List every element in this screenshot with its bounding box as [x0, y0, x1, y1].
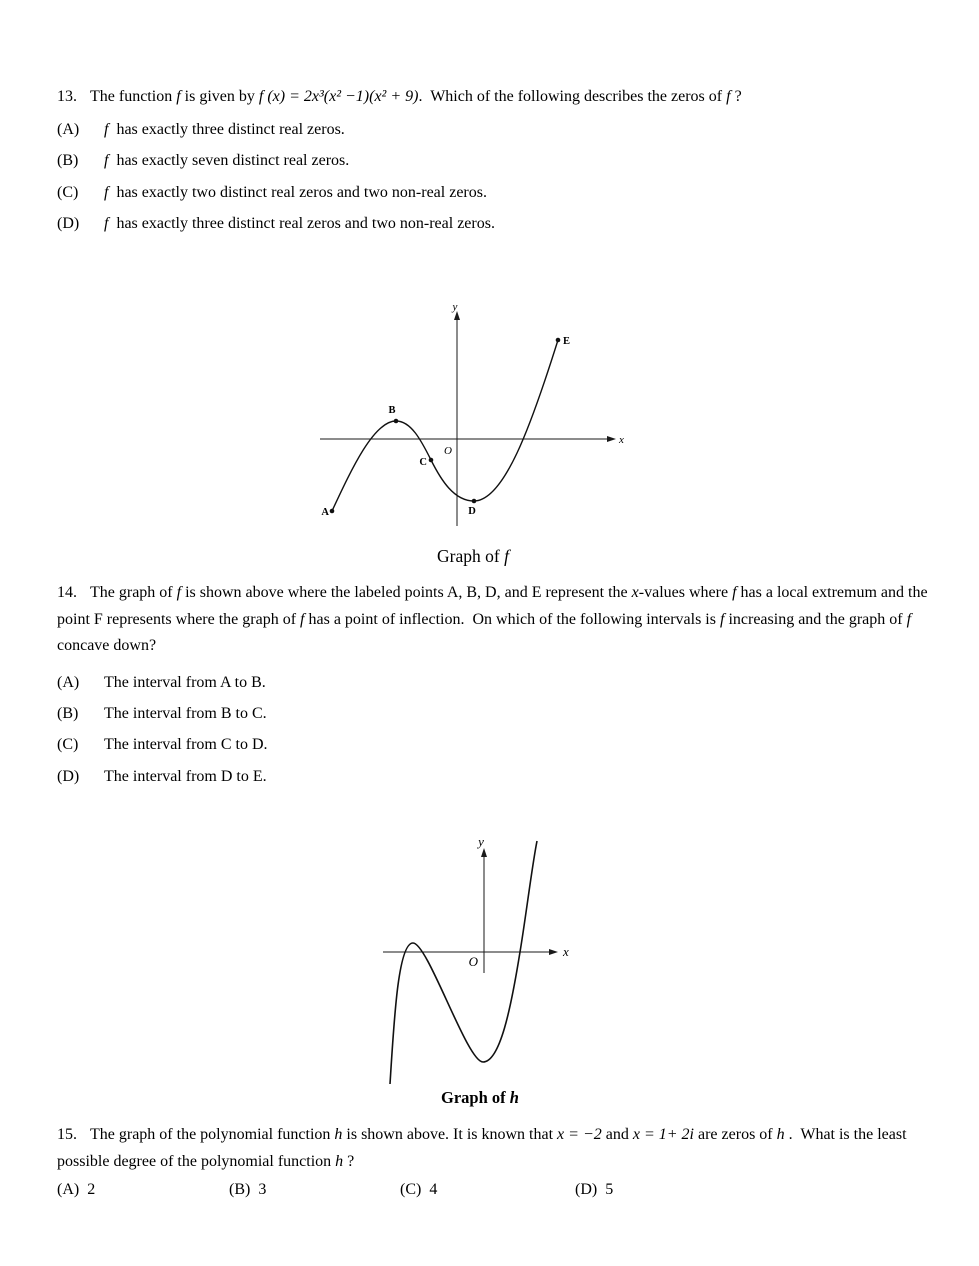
origin-label: O: [468, 954, 478, 969]
curve-h: [390, 841, 537, 1084]
choice-15-b: [229, 1181, 266, 1199]
question-13-number: 13.: [57, 88, 77, 105]
choice-13-d: [57, 214, 495, 234]
curve-f: [332, 340, 558, 511]
point-label-e: E: [563, 336, 571, 347]
point-label-b: B: [388, 405, 396, 416]
x-axis-label: x: [563, 944, 569, 959]
choice-value: 5: [605, 1181, 614, 1198]
x-axis-arrow: [549, 949, 558, 955]
choice-15-c: [400, 1181, 437, 1199]
caption-text: Graph of: [441, 1088, 510, 1107]
choice-14-a: [57, 673, 266, 693]
question-14: [57, 580, 932, 660]
point-dot-c: [429, 458, 434, 463]
caption-fn: f: [504, 546, 509, 566]
choice-label: (A): [57, 1181, 80, 1198]
origin-label: O: [444, 445, 452, 457]
choice-text: The interval from C to D.: [104, 736, 268, 753]
choice-label: (C): [400, 1181, 422, 1198]
question-15-number: 15.: [57, 1126, 77, 1143]
graph-h-svg: [380, 836, 580, 1088]
question-14-text: The graph of f is shown above where the labeled points A, B, D, and E represent the x-values where f has a local extremum and the point F represents where the graph of f has a point of inflection. On which of the following intervals is f increasing and the graph of f concave down?: [57, 584, 932, 654]
graph-h: [380, 836, 580, 1088]
point-dot-b: [394, 419, 399, 424]
question-14-number: 14.: [57, 584, 77, 601]
choice-14-c: [57, 735, 268, 755]
choice-text: f has exactly two distinct real zeros and two non-real zeros.: [104, 184, 487, 201]
choice-label: (C): [57, 736, 79, 753]
question-13-text: The function f is given by f (x) = 2x³(x² −1)(x² + 9). Which of the following describes the zeros of f ?: [90, 88, 742, 105]
choice-13-a: [57, 120, 345, 140]
choice-label: (D): [57, 215, 80, 232]
point-dot-a: [330, 509, 335, 514]
x-axis-arrow: [607, 436, 616, 442]
choice-value: 3: [258, 1181, 267, 1198]
question-13: [57, 84, 942, 111]
x-axis-label: x: [619, 434, 624, 446]
choice-label: (B): [57, 705, 79, 722]
choice-text: The interval from A to B.: [104, 674, 266, 691]
point-dot-d: [472, 499, 477, 504]
choice-value: 2: [87, 1181, 96, 1198]
graph-h-caption: [380, 1088, 580, 1108]
choice-text: f has exactly three distinct real zeros.: [104, 121, 345, 138]
caption-fn: h: [509, 1088, 519, 1107]
choice-14-d: [57, 767, 267, 787]
point-label-c: C: [419, 457, 427, 468]
graph-f-caption: [318, 546, 628, 567]
choice-text: f has exactly three distinct real zeros and two non-real zeros.: [104, 215, 495, 232]
y-axis-label: y: [478, 836, 484, 849]
y-axis-arrow: [481, 848, 487, 857]
choice-13-c: [57, 183, 487, 203]
choice-label: (B): [57, 152, 79, 169]
choice-label: (D): [57, 768, 80, 785]
choice-text: f has exactly seven distinct real zeros.: [104, 152, 350, 169]
choice-label: (C): [57, 184, 79, 201]
choice-15-a: [57, 1181, 95, 1199]
caption-text: Graph of: [437, 546, 505, 566]
choice-14-b: [57, 704, 267, 724]
choice-15-d: [575, 1181, 613, 1199]
graph-f: [318, 304, 628, 546]
choice-label: (B): [229, 1181, 251, 1198]
graph-f-svg: [318, 304, 628, 546]
question-15-text: The graph of the polynomial function h is shown above. It is known that x = −2 and x = 1+ 2i are zeros of h . What is the least possible degree of the polynomial function h ?: [57, 1126, 911, 1170]
point-label-d: D: [468, 506, 476, 517]
choice-text: The interval from D to E.: [104, 768, 267, 785]
choice-label: (D): [575, 1181, 598, 1198]
choice-label: (A): [57, 121, 80, 138]
point-dot-e: [556, 338, 561, 343]
choice-13-b: [57, 151, 349, 171]
point-label-a: A: [321, 507, 329, 518]
choice-label: (A): [57, 674, 80, 691]
choice-value: 4: [429, 1181, 438, 1198]
question-15: [57, 1122, 942, 1175]
choice-text: The interval from B to C.: [104, 705, 267, 722]
y-axis-label: y: [452, 304, 458, 313]
